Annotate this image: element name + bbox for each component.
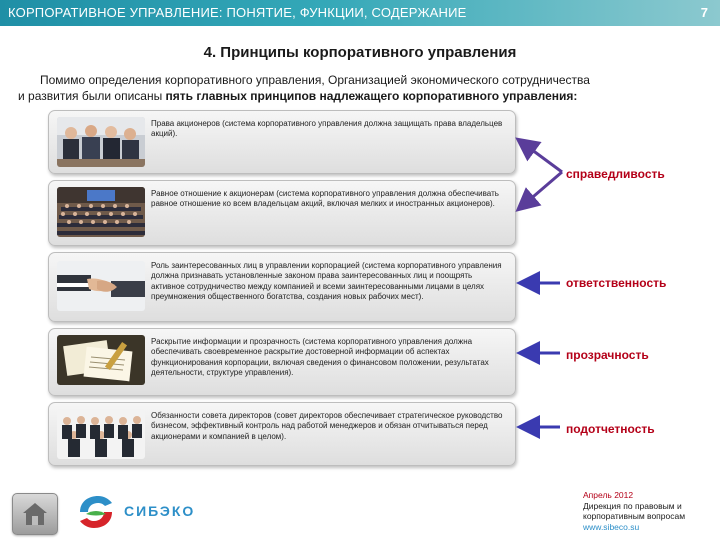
- logo-wordmark: СИБЭКО: [124, 503, 196, 519]
- label-accountability: подотчетность: [566, 422, 655, 436]
- principle-card-shareholder-rights: [48, 110, 516, 174]
- board-of-directors-photo: [57, 409, 145, 459]
- footer-date: Апрель 2012: [583, 490, 634, 500]
- intro-line-2-bold: пять главных принципов надлежащего корпоративного управления:: [165, 89, 578, 103]
- fairness-arrow-lower: [520, 172, 562, 208]
- principle-text: Раскрытие информации и прозрачность (система корпоративного управления должна обеспечивать своевременное раскрытие достоверной информации об аспектах функционирования корпорации, включая сведения о финансовом положении, результатах деятельности, структуре управления).: [151, 337, 489, 378]
- footer-contact: [583, 490, 713, 532]
- logo-mark-icon: [74, 492, 118, 532]
- footer-website-link[interactable]: www.sibeco.su: [583, 521, 640, 532]
- company-logo: [74, 492, 194, 532]
- label-fairness: справедливость: [566, 167, 665, 181]
- principle-text: Права акционеров (система корпоративного управления должна защищать права владельцев акций).: [151, 119, 503, 139]
- slide-number: 7: [700, 5, 708, 20]
- handshake-photo: [57, 261, 145, 311]
- principle-card-stakeholders: [48, 252, 516, 322]
- label-transparency: прозрачность: [566, 348, 649, 362]
- documents-photo: [57, 335, 145, 385]
- home-icon: [21, 500, 49, 528]
- label-responsibility: ответственность: [566, 276, 667, 290]
- principle-text: Обязанности совета директоров (совет директоров обеспечивает стратегическое руководство бизнесом, эффективный контроль над работой менеджеров и обязан отчитываться перед акционерами и компанией в целом).: [151, 411, 503, 441]
- principle-card-equal-treatment: [48, 180, 516, 246]
- intro-line-2-plain: и развития были описаны: [18, 89, 166, 103]
- slide-heading: 4. Принципы корпоративного управления: [203, 44, 517, 61]
- conference-hall-photo: [57, 187, 145, 237]
- intro-line-1: Помимо определения корпоративного управления, Организацией экономического сотрудничества: [40, 73, 590, 87]
- presentation-title: КОРПОРАТИВНОЕ УПРАВЛЕНИЕ: ПОНЯТИЕ, ФУНКЦИИ, СОДЕРЖАНИЕ: [8, 5, 467, 20]
- fairness-arrow-upper: [520, 141, 562, 172]
- intro-line-2: [18, 88, 698, 104]
- principle-text: Равное отношение к акционерам (система корпоративного управления должна обеспечивать равное отношение ко всем владельцам акций, включая мелких и иностранных акционеров).: [151, 189, 499, 209]
- home-button[interactable]: [12, 493, 58, 535]
- footer-dept-line-1: Дирекция по правовым и: [583, 500, 682, 511]
- top-header-bar: [0, 0, 720, 26]
- intro-paragraph: [18, 72, 698, 104]
- business-meeting-photo: [57, 117, 145, 167]
- principle-text: Роль заинтересованных лиц в управлении корпорацией (система корпоративного управления должна признавать установленные законом права заинтересованных лиц и поощрять активное сотрудничество между компанией и всеми заинтересованными лицами в целях преумножения общественного богатства, создания новых рабочих мест).: [151, 261, 502, 302]
- footer-dept-line-2: корпоративным вопросам: [583, 511, 686, 521]
- principle-card-board-duties: [48, 402, 516, 466]
- principle-card-disclosure: [48, 328, 516, 396]
